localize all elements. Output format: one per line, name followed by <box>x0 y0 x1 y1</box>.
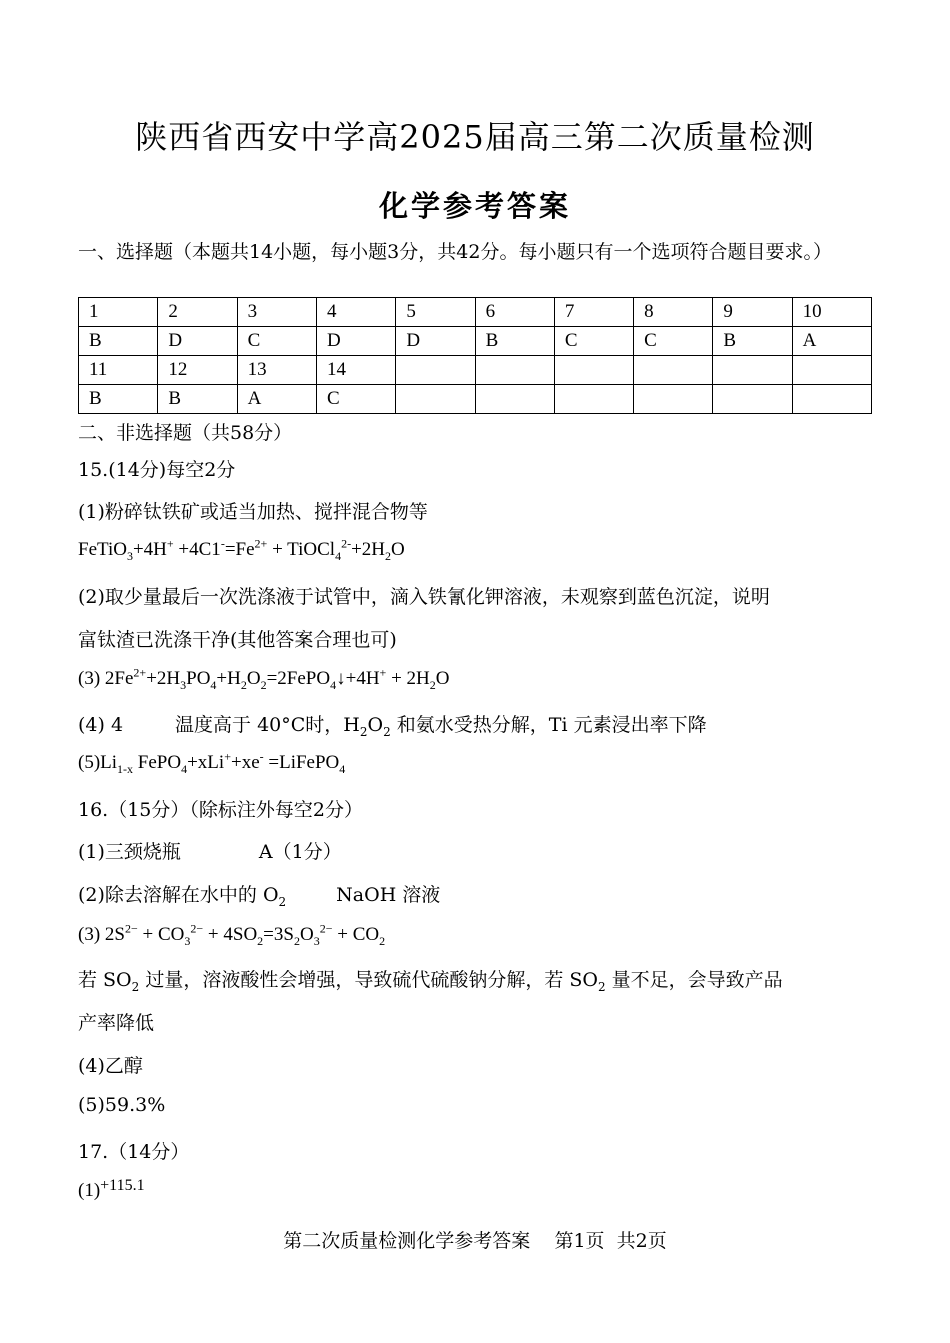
table-cell <box>554 385 633 414</box>
eq-part: + TiOCl <box>267 539 336 560</box>
q17-1-answer <box>78 1177 145 1202</box>
table-row <box>79 298 872 327</box>
q15-3-equation <box>78 665 450 692</box>
eq-part: + CO <box>332 924 380 945</box>
eq-sub: 2 <box>429 677 436 692</box>
table-cell: 13 <box>237 356 316 385</box>
eq-sub: 2 <box>260 677 267 692</box>
eq-part: 若 SO <box>78 969 132 991</box>
eq-part: =LiFePO <box>263 752 340 773</box>
q16-2-part2: NaOH 溶液 <box>336 884 441 906</box>
eq-sub: 2 <box>383 724 391 739</box>
eq-sub: 2 <box>359 724 368 739</box>
table-cell: C <box>634 327 713 356</box>
section2-heading: 二、非选择题（共58分） <box>78 422 293 444</box>
table-cell <box>792 356 871 385</box>
table-cell: B <box>713 327 792 356</box>
table-cell <box>554 356 633 385</box>
eq-part: +4C1 <box>173 539 221 560</box>
eq-part: 过量，溶液酸性会增强，导致硫代硫酸钠分解，若 SO <box>139 969 598 991</box>
q15-1-equation <box>78 536 405 563</box>
page-subtitle: 化学参考答案 <box>378 189 571 223</box>
page-footer: 第二次质量检测化学参考答案 第1页 共2页 <box>283 1230 667 1252</box>
eq-part: O <box>367 714 384 736</box>
eq-sub: 2 <box>293 933 300 948</box>
eq-part: + 2H <box>386 668 430 689</box>
eq-sub: 3 <box>126 548 133 563</box>
table-cell: D <box>396 327 475 356</box>
eq-sup: + <box>379 665 387 680</box>
table-cell: B <box>475 327 554 356</box>
table-cell: 11 <box>79 356 158 385</box>
eq-sub: 2 <box>278 894 287 909</box>
eq-part: +H <box>216 668 241 689</box>
eq-sup: - <box>259 749 264 764</box>
table-cell: B <box>79 385 158 414</box>
q15-2-answer-line2: 富钛渣已洗涤干净(其他答案合理也可) <box>78 629 397 651</box>
table-cell <box>713 356 792 385</box>
table-row <box>79 327 872 356</box>
table-row <box>79 356 872 385</box>
eq-sub: 2 <box>131 979 140 994</box>
eq-part: 和氨水受热分解，Ti 元素浸出率下降 <box>390 714 707 736</box>
table-cell: D <box>158 327 237 356</box>
q16-3-explanation-line1 <box>78 965 783 992</box>
eq-part: +4H <box>132 539 167 560</box>
eq-part: =Fe <box>224 539 255 560</box>
table-cell: 9 <box>713 298 792 327</box>
eq-part: + CO <box>137 924 185 945</box>
eq-part: FeTiO <box>78 539 127 560</box>
table-cell <box>475 385 554 414</box>
q15-4-answer <box>78 710 707 737</box>
table-cell <box>713 385 792 414</box>
q16-2-part1: (2)除去溶解在水中的 O <box>78 884 279 906</box>
eq-sup: 2- <box>341 536 352 551</box>
table-cell <box>634 356 713 385</box>
eq-sup: 2+ <box>133 665 147 680</box>
eq-sup: 2− <box>190 921 204 936</box>
q16-1-part1: (1)三颈烧瓶 <box>78 841 181 863</box>
eq-part: 量不足，会导致产品 <box>605 969 783 991</box>
eq-part: (5)Li <box>78 752 118 773</box>
eq-sup: + <box>224 749 231 764</box>
eq-part: + 4SO <box>203 924 258 945</box>
table-cell: 6 <box>475 298 554 327</box>
table-cell: 2 <box>158 298 237 327</box>
eq-part: O <box>435 668 450 689</box>
eq-part: O <box>299 924 314 945</box>
eq-part: (3) 2S <box>78 924 125 945</box>
table-cell <box>634 385 713 414</box>
table-cell: C <box>554 327 633 356</box>
table-cell <box>396 356 475 385</box>
table-cell: 8 <box>634 298 713 327</box>
eq-part: O <box>391 539 405 560</box>
q16-1-answer <box>78 837 342 864</box>
eq-sup: 2− <box>124 921 138 936</box>
eq-sub: 4 <box>335 548 342 563</box>
eq-sub: 1-x <box>117 761 134 776</box>
eq-sup: 2+ <box>254 536 268 551</box>
q15-2-answer-line1: (2)取少量最后一次洗涤液于试管中，滴入铁氰化钾溶液，未观察到蓝色沉淀，说明 <box>78 586 770 608</box>
q17-heading: 17.（14分） <box>78 1141 190 1163</box>
q15-5-equation <box>78 749 346 776</box>
table-cell: 12 <box>158 356 237 385</box>
table-cell: A <box>792 327 871 356</box>
q16-3-explanation-line2: 产率降低 <box>78 1012 155 1034</box>
eq-sup: - <box>220 536 225 551</box>
eq-part: +xe <box>230 752 260 773</box>
eq-part: +xLi <box>187 752 225 773</box>
eq-sub: 2 <box>379 933 386 948</box>
eq-sub: 4 <box>181 761 188 776</box>
q16-5-answer: (5)59.3% <box>78 1094 166 1116</box>
q16-2-answer <box>78 880 440 907</box>
eq-sub: 3 <box>313 933 320 948</box>
eq-sub: 3 <box>180 677 187 692</box>
table-cell: 5 <box>396 298 475 327</box>
table-cell <box>475 356 554 385</box>
q15-4-value: (4) 4 <box>78 714 124 736</box>
eq-sub: 4 <box>210 677 217 692</box>
q16-heading: 16.（15分）（除标注外每空2分） <box>78 799 363 821</box>
eq-part: +2H <box>146 668 181 689</box>
table-cell: D <box>316 327 395 356</box>
table-cell: A <box>237 385 316 414</box>
eq-sup: 2− <box>319 921 333 936</box>
eq-part: O <box>246 668 261 689</box>
eq-sub: 2 <box>597 979 606 994</box>
q17-1-label: (1) <box>78 1180 101 1201</box>
table-cell: 4 <box>316 298 395 327</box>
table-row <box>79 385 872 414</box>
table-cell: C <box>237 327 316 356</box>
eq-sub: 2 <box>385 548 392 563</box>
q15-4-reason: 温度高于 40°C时，H <box>175 714 360 736</box>
section1-heading: 一、选择题（本题共14小题，每小题3分，共42分。每小题只有一个选项符合题目要求。） <box>78 241 832 263</box>
eq-part: =3S <box>263 924 294 945</box>
eq-sub: 2 <box>240 677 247 692</box>
q15-1-answer: (1)粉碎钛铁矿或适当加热、搅拌混合物等 <box>78 501 428 523</box>
table-cell: 14 <box>316 356 395 385</box>
q17-1-value: +115.1 <box>100 1177 145 1194</box>
eq-part: =2FePO <box>266 668 331 689</box>
table-cell: C <box>316 385 395 414</box>
table-cell: 10 <box>792 298 871 327</box>
table-cell: 7 <box>554 298 633 327</box>
eq-sub: 3 <box>184 933 191 948</box>
eq-sup: + <box>166 536 174 551</box>
table-cell: B <box>158 385 237 414</box>
q16-1-part2: A（1分） <box>258 841 342 863</box>
eq-part: PO <box>186 668 211 689</box>
q16-4-answer: (4)乙醇 <box>78 1055 143 1077</box>
page-title: 陕西省西安中学高2025届高三第二次质量检测 <box>135 118 815 156</box>
eq-sub: 4 <box>330 677 337 692</box>
q15-heading: 15.(14分)每空2分 <box>78 459 236 481</box>
eq-part: ↓+4H <box>336 668 380 689</box>
eq-part: FePO <box>133 752 182 773</box>
table-cell: B <box>79 327 158 356</box>
table-cell: 1 <box>79 298 158 327</box>
eq-part: +2H <box>351 539 386 560</box>
table-cell: 3 <box>237 298 316 327</box>
choice-answer-table <box>78 297 872 414</box>
eq-sub: 2 <box>257 933 264 948</box>
eq-sub: 4 <box>339 761 346 776</box>
q16-3-equation <box>78 921 386 948</box>
table-cell <box>792 385 871 414</box>
eq-part: (3) 2Fe <box>78 668 134 689</box>
table-cell <box>396 385 475 414</box>
